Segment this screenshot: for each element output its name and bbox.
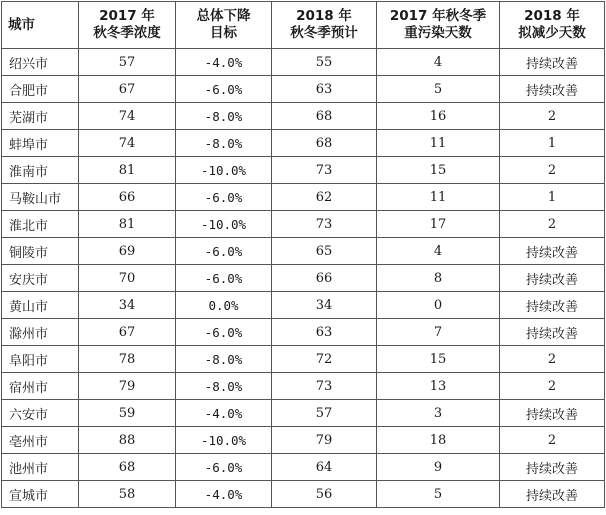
header-est-2018 [272,2,377,49]
cell-conc-2017: 81 [79,211,176,238]
cell-conc-2017: 81 [79,157,176,184]
cell-conc-2017: 34 [79,292,176,319]
cell-reduce-2018: 1 [500,130,605,157]
cell-conc-2017: 57 [79,49,176,76]
table-row [2,49,605,76]
table-row [2,211,605,238]
header-conc-2017 [79,2,176,49]
cell-city: 芜湖市 [2,103,79,130]
cell-city: 马鞍山市 [2,184,79,211]
cell-target: -10.0% [176,211,272,238]
cell-city: 亳州市 [2,427,79,454]
header-conc-2017-line2: 秋冬季浓度 [93,25,161,41]
cell-conc-2017: 78 [79,346,176,373]
table-row [2,346,605,373]
cell-reduce-2018: 2 [500,103,605,130]
cell-heavy-2017: 3 [377,400,500,427]
header-city-label: 城市 [8,16,35,33]
cell-target: -10.0% [176,427,272,454]
table-header [2,2,605,49]
cell-heavy-2017: 7 [377,319,500,346]
cell-est-2018: 72 [272,346,377,373]
cell-heavy-2017: 13 [377,373,500,400]
cell-conc-2017: 69 [79,238,176,265]
table-row [2,319,605,346]
cell-heavy-2017: 15 [377,157,500,184]
cell-target: -6.0% [176,454,272,481]
cell-target: -6.0% [176,184,272,211]
cell-conc-2017: 74 [79,130,176,157]
cell-reduce-2018: 2 [500,373,605,400]
cell-est-2018: 63 [272,319,377,346]
cell-reduce-2018: 2 [500,346,605,373]
cell-heavy-2017: 5 [377,481,500,508]
cell-reduce-2018: 2 [500,157,605,184]
cell-target: -6.0% [176,76,272,103]
header-reduce-2018 [500,2,605,49]
header-est-2018-line1: 2018 年 [296,8,352,24]
cell-reduce-2018: 持续改善 [500,319,605,346]
table-row [2,481,605,508]
table-row [2,373,605,400]
header-row [2,2,605,49]
table-body [2,49,605,508]
cell-reduce-2018: 持续改善 [500,481,605,508]
cell-reduce-2018: 持续改善 [500,76,605,103]
cell-city: 淮南市 [2,157,79,184]
cell-conc-2017: 67 [79,319,176,346]
cell-est-2018: 73 [272,157,377,184]
cell-reduce-2018: 持续改善 [500,400,605,427]
cell-target: -6.0% [176,265,272,292]
table-row [2,400,605,427]
cell-city: 安庆市 [2,265,79,292]
cell-est-2018: 62 [272,184,377,211]
cell-city: 淮北市 [2,211,79,238]
cell-reduce-2018: 持续改善 [500,454,605,481]
table-row [2,157,605,184]
cell-est-2018: 64 [272,454,377,481]
cell-conc-2017: 79 [79,373,176,400]
header-city [2,2,79,49]
cell-reduce-2018: 持续改善 [500,265,605,292]
cell-city: 滁州市 [2,319,79,346]
cell-est-2018: 57 [272,400,377,427]
table-row [2,184,605,211]
header-target-line1: 总体下降 [196,8,251,24]
cell-heavy-2017: 8 [377,265,500,292]
cell-target: 0.0% [176,292,272,319]
cell-city: 蚌埠市 [2,130,79,157]
cell-city: 阜阳市 [2,346,79,373]
cell-heavy-2017: 5 [377,76,500,103]
cell-target: -10.0% [176,157,272,184]
cell-target: -8.0% [176,373,272,400]
table-row [2,76,605,103]
cell-est-2018: 68 [272,130,377,157]
cell-city: 池州市 [2,454,79,481]
cell-target: -8.0% [176,103,272,130]
header-reduce-2018-line2: 拟减少天数 [518,25,586,41]
cell-target: -4.0% [176,49,272,76]
cell-city: 宿州市 [2,373,79,400]
header-est-2018-line2: 秋冬季预计 [290,25,358,41]
table-row [2,130,605,157]
cell-heavy-2017: 15 [377,346,500,373]
cell-heavy-2017: 0 [377,292,500,319]
cell-heavy-2017: 9 [377,454,500,481]
table-row [2,292,605,319]
table-row [2,454,605,481]
cell-reduce-2018: 1 [500,184,605,211]
cell-target: -6.0% [176,319,272,346]
cell-target: -8.0% [176,130,272,157]
cell-est-2018: 63 [272,76,377,103]
cell-reduce-2018: 持续改善 [500,49,605,76]
cell-city: 六安市 [2,400,79,427]
cell-city: 合肥市 [2,76,79,103]
cell-reduce-2018: 持续改善 [500,238,605,265]
table-row [2,238,605,265]
table-row [2,103,605,130]
cell-target: -4.0% [176,481,272,508]
cell-reduce-2018: 2 [500,427,605,454]
cell-conc-2017: 88 [79,427,176,454]
cell-conc-2017: 68 [79,454,176,481]
cell-city: 铜陵市 [2,238,79,265]
cell-est-2018: 34 [272,292,377,319]
table-row [2,427,605,454]
header-conc-2017-line1: 2017 年 [99,8,155,24]
cell-est-2018: 56 [272,481,377,508]
cell-heavy-2017: 16 [377,103,500,130]
cell-conc-2017: 70 [79,265,176,292]
cell-conc-2017: 67 [79,76,176,103]
header-heavy-2017-line2: 重污染天数 [404,25,472,41]
cell-est-2018: 66 [272,265,377,292]
cell-target: -4.0% [176,400,272,427]
cell-heavy-2017: 4 [377,238,500,265]
cell-conc-2017: 74 [79,103,176,130]
cell-est-2018: 73 [272,211,377,238]
cell-est-2018: 65 [272,238,377,265]
air-quality-target-table [1,1,605,508]
header-reduce-2018-line1: 2018 年 [524,8,580,24]
header-heavy-2017-line1: 2017 年秋冬季 [389,8,487,24]
cell-conc-2017: 58 [79,481,176,508]
cell-conc-2017: 66 [79,184,176,211]
cell-target: -6.0% [176,238,272,265]
cell-city: 绍兴市 [2,49,79,76]
cell-est-2018: 73 [272,373,377,400]
cell-heavy-2017: 11 [377,130,500,157]
header-heavy-2017 [377,2,500,49]
cell-est-2018: 79 [272,427,377,454]
cell-reduce-2018: 2 [500,211,605,238]
cell-est-2018: 55 [272,49,377,76]
cell-est-2018: 68 [272,103,377,130]
cell-conc-2017: 59 [79,400,176,427]
cell-city: 黄山市 [2,292,79,319]
cell-heavy-2017: 4 [377,49,500,76]
cell-reduce-2018: 持续改善 [500,292,605,319]
table-row [2,265,605,292]
cell-city: 宣城市 [2,481,79,508]
header-target-line2: 目标 [210,25,237,41]
cell-heavy-2017: 17 [377,211,500,238]
cell-heavy-2017: 18 [377,427,500,454]
header-target [176,2,272,49]
cell-heavy-2017: 11 [377,184,500,211]
cell-target: -8.0% [176,346,272,373]
